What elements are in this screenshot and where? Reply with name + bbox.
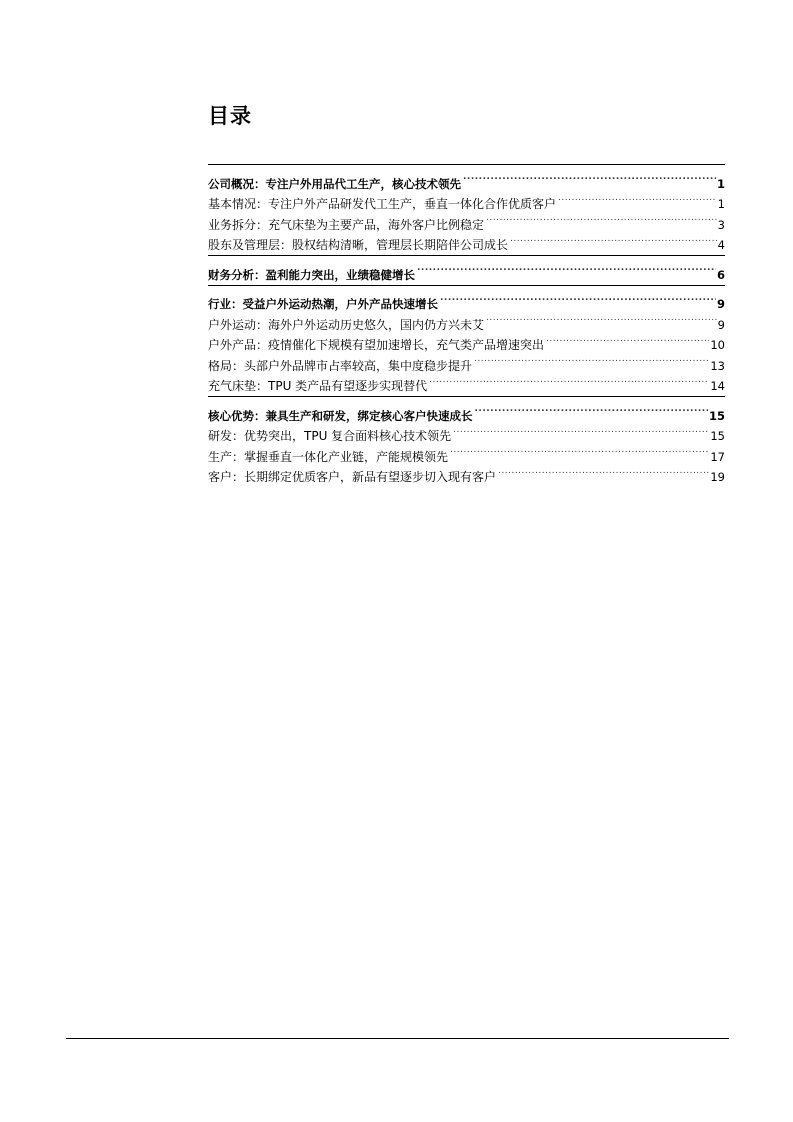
- toc-page-number: 19: [710, 470, 725, 484]
- toc-heading-text: 财务分析：盈利能力突出，业绩稳健增长: [208, 267, 415, 282]
- toc-heading-link[interactable]: [208, 399, 725, 423]
- toc-heading-link[interactable]: [208, 258, 725, 282]
- toc-page-number: 1: [716, 176, 725, 191]
- toc-entry-text: 客户：长期绑定优质客户，新品有望逐步切入现有客户: [208, 470, 497, 484]
- toc-entry-text: 生产：掌握垂直一体化产业链，产能规模领先: [208, 449, 449, 464]
- toc-page-number: 9: [716, 297, 725, 311]
- toc-section: [208, 255, 725, 282]
- toc-entry-text: 研发：优势突出，TPU 复合面料核心技术领先: [208, 429, 452, 443]
- toc-section: [208, 396, 725, 484]
- toc-entry-text: 业务拆分：充气床垫为主要产品，海外客户比例稳定: [208, 217, 485, 232]
- table-of-contents: [208, 164, 725, 487]
- toc-entry-text: 基本情况：专注户外产品研发代工生产，垂直一体化合作优质客户: [208, 197, 557, 211]
- toc-page-number: 15: [710, 429, 725, 443]
- toc-leader-dots: [558, 188, 717, 209]
- toc-page-number: 17: [710, 449, 725, 464]
- toc-page-number: 10: [710, 338, 725, 352]
- toc-heading-text: 核心优势：兼具生产和研发，绑定核心客户快速成长: [208, 408, 473, 423]
- toc-leader-dots: [546, 329, 709, 350]
- toc-leader-dots: [474, 349, 709, 370]
- toc-heading-link[interactable]: [208, 167, 725, 191]
- toc-leader-dots: [486, 208, 717, 229]
- page-title: 目录: [208, 104, 252, 128]
- toc-page-number: 14: [710, 379, 725, 393]
- toc-entry-text: 户外产品：疫情催化下规模有望加速增长，充气类产品增速突出: [208, 338, 545, 352]
- toc-page-number: 6: [716, 267, 725, 282]
- footer-divider: [66, 1038, 729, 1039]
- toc-entry-text: 股东及管理层：股权结构清晰，管理层长期陪伴公司成长: [208, 238, 509, 252]
- toc-entry-text: 充气床垫：TPU 类产品有望逐步实现替代: [208, 379, 428, 393]
- toc-leader-dots: [453, 420, 709, 441]
- toc-leader-dots: [486, 308, 717, 329]
- toc-leader-dots: [463, 167, 716, 188]
- toc-leader-dots: [475, 399, 708, 420]
- toc-leader-dots: [440, 288, 716, 309]
- toc-heading-link[interactable]: [208, 288, 725, 309]
- toc-heading-text: 行业：受益户外运动热潮，户外产品快速增长: [208, 297, 438, 311]
- toc-leader-dots: [510, 229, 717, 250]
- toc-page-number: 15: [708, 408, 725, 423]
- toc-page-number: 1: [717, 197, 725, 211]
- toc-leader-dots: [429, 370, 709, 391]
- toc-page-number: 9: [717, 317, 725, 332]
- toc-heading-text: 公司概况：专注户外用品代工生产，核心技术领先: [208, 176, 461, 191]
- toc-leader-dots: [450, 440, 709, 461]
- toc-leader-dots: [417, 258, 716, 279]
- toc-page-number: 13: [710, 358, 725, 373]
- toc-section: [208, 164, 725, 252]
- toc-page-number: 3: [717, 217, 725, 232]
- toc-section: [208, 285, 725, 391]
- toc-page-number: 4: [717, 238, 725, 252]
- toc-entry-text: 格局：头部户外品牌市占率较高，集中度稳步提升: [208, 358, 473, 373]
- toc-leader-dots: [498, 461, 709, 482]
- toc-entry-text: 户外运动：海外户外运动历史悠久，国内仍方兴未艾: [208, 317, 485, 332]
